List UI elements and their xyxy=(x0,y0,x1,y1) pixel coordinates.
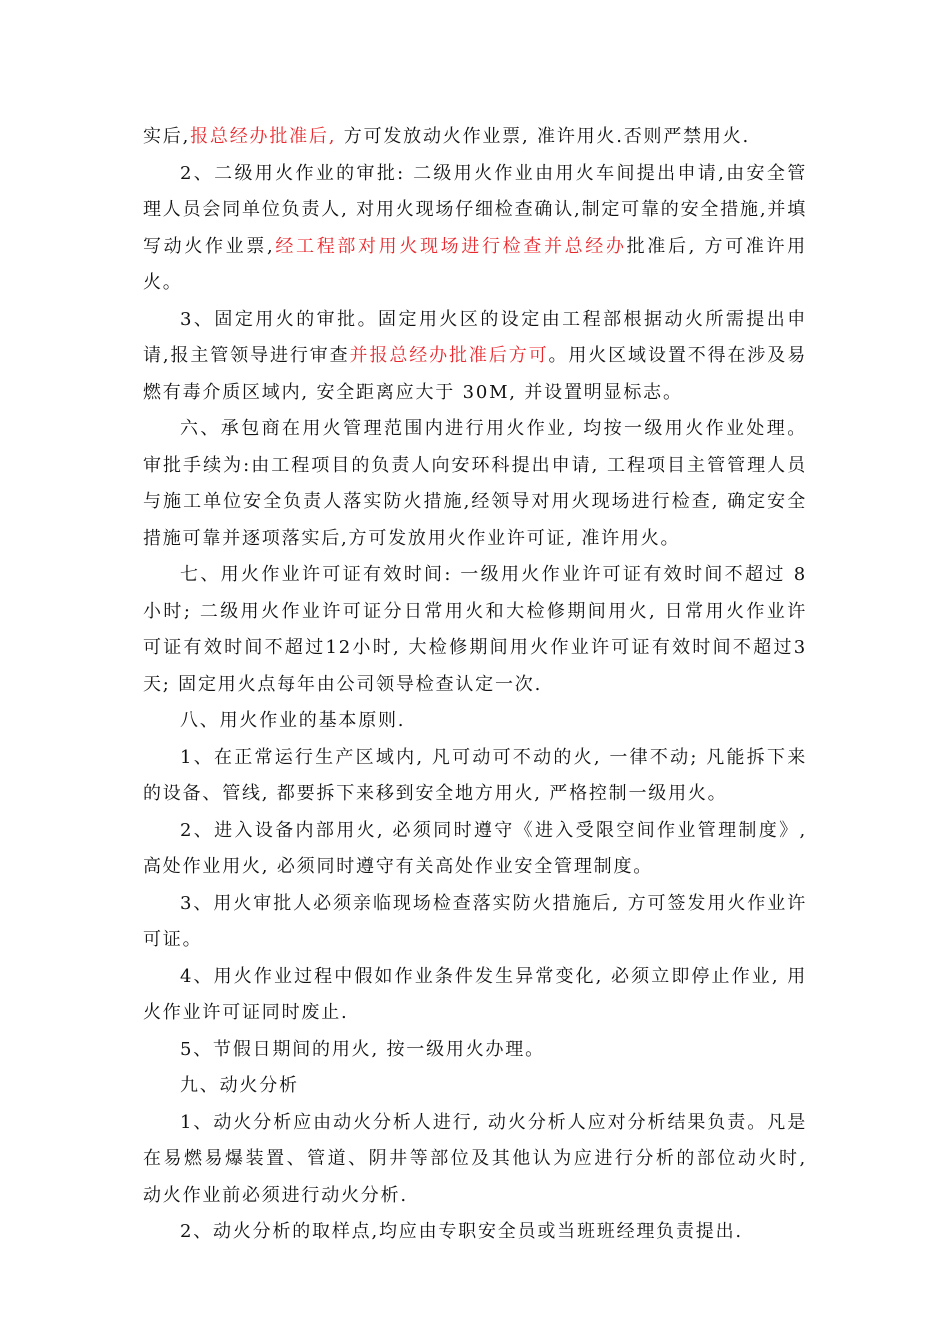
text-run: 5、节假日期间的用火, 按一级用火办理。 xyxy=(180,1038,545,1060)
paragraph-principle-4 xyxy=(143,959,807,1032)
highlighted-text-run: 并报总经办批准后方可 xyxy=(349,345,549,366)
highlighted-text-run: 报总经办批准后, xyxy=(190,126,337,147)
text-run: 实后, xyxy=(143,126,191,147)
paragraph-principle-5 xyxy=(143,1032,807,1069)
text-run: 批准后, 方可准许用火。 xyxy=(143,235,807,293)
paragraph-approval-continuation xyxy=(143,119,807,156)
paragraph-section-8-heading xyxy=(143,703,807,740)
paragraph-second-level-approval xyxy=(143,156,807,302)
paragraph-principle-2 xyxy=(143,813,807,886)
document-body xyxy=(143,119,807,1251)
paragraph-analysis-2 xyxy=(143,1214,807,1251)
text-run: 2、动火分析的取样点,均应由专职安全员或当班班经理负责提出. xyxy=(180,1221,743,1242)
text-run: 2、进入设备内部用火, 必须同时遵守《进入受限空间作业管理制度》, 高处作业用火, 必须同时遵守有关高处作业安全管理制度。 xyxy=(143,819,807,877)
paragraph-principle-1 xyxy=(143,740,807,813)
paragraph-analysis-1 xyxy=(143,1105,807,1215)
paragraph-section-6 xyxy=(143,411,807,557)
text-run: 3、用火审批人必须亲临现场检查落实防火措施后, 方可签发用火作业许可证。 xyxy=(143,892,807,950)
text-run: 方可发放动火作业票, 准许用火.否则严禁用火. xyxy=(336,126,751,147)
text-run: 1、动火分析应由动火分析人进行, 动火分析人应对分析结果负责。凡是在易燃易爆装置、管道、阴井等部位及其他认为应进行分析的部位动火时, 动火作业前必须进行动火分析. xyxy=(143,1111,807,1206)
text-run: 4、用火作业过程中假如作业条件发生异常变化, 必须立即停止作业, 用火作业许可证同时废止. xyxy=(143,965,807,1023)
text-run: 九、动火分析 xyxy=(180,1075,299,1096)
text-run: 七、用火作业许可证有效时间: 一级用火作业许可证有效时间不超过 8 小时; 二级用火作业许可证分日常用火和大检修期间用火, 日常用火作业许可证有效时间不超过12小时, 大检修期间用火作业许可证有效时间不超过3天; 固定用火点每年由公司领导检查认定一次. xyxy=(143,564,807,695)
text-run: 。用火区域设置不得在涉及易燃有毒介质区域内, 安全距离应大于 30M, 并设置明显标志。 xyxy=(143,345,807,403)
text-run: 六、承包商在用火管理范围内进行用火作业, 均按一级用火作业处理。审批手续为:由工程项目的负责人向安环科提出申请, 工程项目主管管理人员与施工单位安全负责人落实防火措施,经领导对用火现场进行检查, 确定安全措施可靠并逐项落实后,方可发放用火作业许可证, 准许用火。 xyxy=(143,418,807,549)
text-run: 3、固定用火的审批。固定用火区的设定由工程部根据动火所需提出申请,报主管领导进行审查 xyxy=(143,308,807,366)
paragraph-section-7 xyxy=(143,557,807,703)
paragraph-section-9-heading xyxy=(143,1068,807,1105)
text-run: 1、在正常运行生产区域内, 凡可动可不动的火, 一律不动; 凡能拆下来的设备、管线, 都要拆下来移到安全地方用火, 严格控制一级用火。 xyxy=(143,746,807,804)
text-run: 2、二级用火作业的审批: 二级用火作业由用火车间提出申请,由安全管理人员会同单位负责人, 对用火现场仔细检查确认,制定可靠的安全措施,并填写动火作业票, xyxy=(143,162,807,257)
paragraph-fixed-fire-approval xyxy=(143,302,807,412)
paragraph-principle-3 xyxy=(143,886,807,959)
text-run: 八、用火作业的基本原则. xyxy=(180,710,406,731)
highlighted-text-run: 经工程部对用火现场进行检查并总经办 xyxy=(274,235,627,257)
